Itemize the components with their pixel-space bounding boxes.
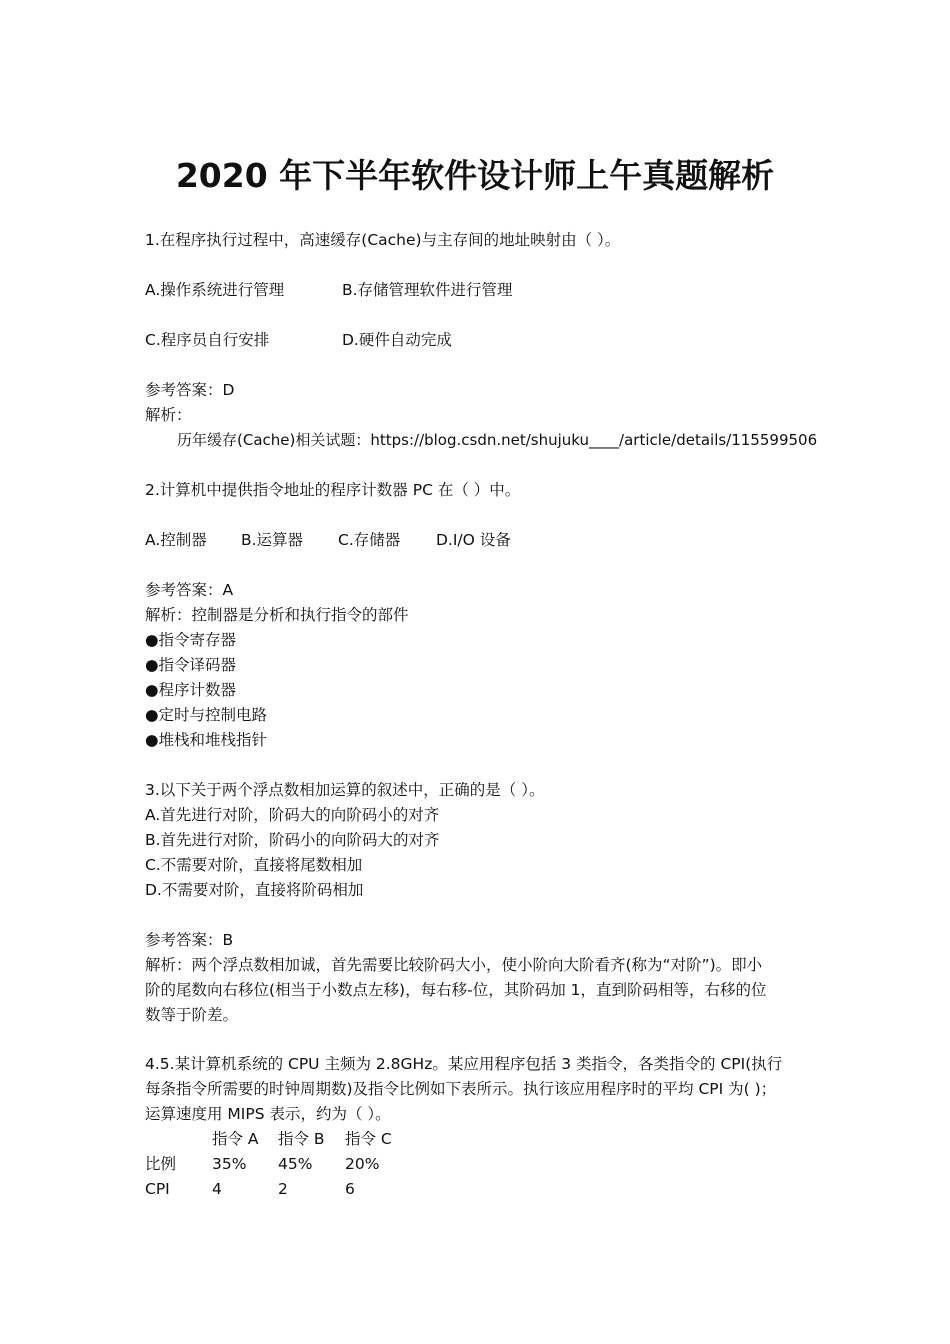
q2-bullet: ●指令译码器 xyxy=(145,656,237,674)
q2-bullet: ●指令寄存器 xyxy=(145,631,237,649)
table-cell: 4 xyxy=(212,1180,222,1198)
q3-answer: 参考答案：B xyxy=(145,931,234,949)
q1-answer: 参考答案：D xyxy=(145,381,235,399)
q2-option-a: A.控制器 xyxy=(145,531,207,549)
q3-option-a: A.首先进行对阶，阶码大的向阶码小的对齐 xyxy=(145,806,440,824)
q1-option-c: C.程序员自行安排 xyxy=(145,331,270,349)
document-title: 2020 年下半年软件设计师上午真题解析 xyxy=(175,156,775,195)
q2-bullet: ●堆栈和堆栈指针 xyxy=(145,731,268,749)
table-cell: 45% xyxy=(278,1155,313,1173)
table-cell: 20% xyxy=(345,1155,380,1173)
q1-option-a: A.操作系统进行管理 xyxy=(145,281,285,299)
q2-option-c: C.存储器 xyxy=(338,531,401,549)
table-row-label: 比例 xyxy=(145,1155,177,1173)
table-header-cell: 指令 B xyxy=(278,1130,325,1148)
q2-option-d: D.I/O 设备 xyxy=(436,531,511,549)
table-cell: 35% xyxy=(212,1155,247,1173)
table-cell: 2 xyxy=(278,1180,288,1198)
table-header-cell: 指令 A xyxy=(212,1130,259,1148)
table-row-label: CPI xyxy=(145,1180,170,1198)
q2-question: 2.计算机中提供指令地址的程序计数器 PC 在（ ）中。 xyxy=(145,481,521,499)
q1-analysis-label: 解析： xyxy=(145,406,192,424)
q1-analysis-link: 历年缓存(Cache)相关试题：https://blog.csdn.net/shujuku____/article/details/115599506 xyxy=(177,431,818,449)
q45-text-line: 每条指令所需要的时钟周期数)及指令比例如下表所示。执行该应用程序时的平均 CPI 为( )； xyxy=(145,1080,777,1098)
q3-option-b: B.首先进行对阶，阶码小的向阶码大的对齐 xyxy=(145,831,440,849)
q1-question: 1.在程序执行过程中，高速缓存(Cache)与主存间的地址映射由（ ）。 xyxy=(145,231,621,249)
q3-option-c: C.不需要对阶，直接将尾数相加 xyxy=(145,856,363,874)
q2-analysis: 解析：控制器是分析和执行指令的部件 xyxy=(145,606,409,624)
q3-question: 3.以下关于两个浮点数相加运算的叙述中，正确的是（ ）。 xyxy=(145,781,545,799)
table-header-cell: 指令 C xyxy=(345,1130,392,1148)
q3-option-d: D.不需要对阶，直接将阶码相加 xyxy=(145,881,364,899)
q3-analysis-line: 解析：两个浮点数相加诚，首先需要比较阶码大小，使小阶向大阶看齐(称为“对阶”)。即小 xyxy=(145,956,763,974)
q2-option-b: B.运算器 xyxy=(241,531,304,549)
q3-analysis-line: 阶的尾数向右移位(相当于小数点左移)，每右移-位，其阶码加 1，直到阶码相等，右移的位 xyxy=(145,981,767,999)
q45-text-line: 4.5.某计算机系统的 CPU 主频为 2.8GHz。某应用程序包括 3 类指令，各类指令的 CPI(执行 xyxy=(145,1055,783,1073)
q3-analysis-line: 数等于阶差。 xyxy=(145,1006,239,1024)
q1-option-d: D.硬件自动完成 xyxy=(342,331,452,349)
q1-option-b: B.存储管理软件进行管理 xyxy=(342,281,513,299)
table-cell: 6 xyxy=(345,1180,355,1198)
q2-bullet: ●程序计数器 xyxy=(145,681,237,699)
q45-text-line: 运算速度用 MIPS 表示，约为（ ）。 xyxy=(145,1105,391,1123)
q2-answer: 参考答案：A xyxy=(145,581,234,599)
q2-bullet: ●定时与控制电路 xyxy=(145,706,268,724)
